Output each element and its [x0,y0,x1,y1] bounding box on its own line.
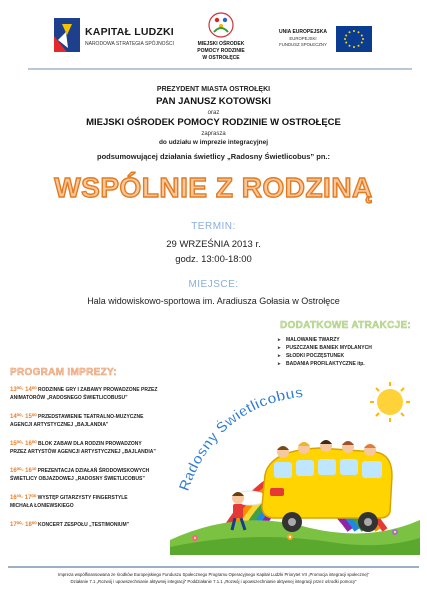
header-separator [28,68,412,70]
bus-icon [262,440,392,532]
attraction-item: ▸ PUSZCZANIE BANIEK MYDLANYCH [278,344,372,352]
event-title: WSPÓLNIE Z RODZINĄ [54,172,373,203]
program-time: 13⁰⁰- 14⁰⁰ [10,387,37,393]
attraction-item: ▸ BADANIA PROFILAKTYCZNE itp. [278,360,372,368]
bus-brand-text: Radosny Świetlicobus [175,384,305,494]
event-date: 29 WRZEŚNIA 2013 r. [166,239,261,250]
program-time: 14⁰⁰- 15⁰⁰ [10,414,37,420]
invitation-line-1: PREZYDENT MIASTA OSTROŁĘKI [156,86,271,93]
attractions-list [278,336,372,368]
event-venue: Hala widowiskowo-sportowa im. Aradiusza Gołasia w Ostrołęce [87,296,340,306]
termin-label: TERMIN: [191,221,236,232]
program-time: 16⁰⁰- 16³⁰ [10,468,37,474]
eu-subtitle-2: FUNDUSZ SPOŁECZNY [279,41,327,47]
program-desc-2: PRZEZ ARTYSTÓW AGENCJI ARTYSTYCZNEJ „BAJLANDIA” [10,449,156,455]
invitation-line-3: oraz [207,110,220,116]
eu-subtitle-1: EUROPEJSKI [289,36,317,41]
kapital-ludzki-subtitle: NARODOWA STRATEGIA SPÓJNOŚCI [85,41,174,47]
program-desc-2: AGENCJI ARTYSTYCZNEJ „BAJLANDIA” [10,422,109,428]
footer-separator [8,566,419,568]
invitation-line-2: PAN JANUSZ KOTOWSKI [156,96,271,107]
program-desc-2: ŚWIETLICY OBJAZDOWEJ „RADOSNY ŚWIETLICOBUS” [10,476,145,482]
mops-line-1: MIEJSKI OŚRODEK [197,41,245,47]
eu-logo [270,26,374,54]
mops-emblem-icon [208,12,234,40]
eu-flag-icon [336,26,372,52]
invitation-line-6: do udziału w imprezie integracyjnej [158,139,269,146]
kapital-ludzki-flag-icon [54,18,80,52]
kapital-ludzki-title: KAPITAŁ LUDZKI [85,26,174,38]
program-desc: PREZENTACJA DZIAŁAŃ ŚRODOWISKOWYCH [37,468,150,474]
program-desc: KONCERT ZESPOŁU „TESTIMONIUM” [38,522,130,528]
invitation-line-5: zaprasza [201,131,226,137]
attraction-item: ▸ MALOWANIE TWARZY [278,336,372,344]
footer-line-2: Działanie 7.1 „Rozwój i upowszechnianie aktywnej integracji” Poddziałanie 7.1.1 „Rozwój i upowszechnianie aktywnej integracji przez ośrodki pomocy” [70,578,357,584]
program-item [10,386,170,402]
eu-title: UNIA EUROPEJSKA [279,29,327,35]
program-desc: BLOK ZABAW DLA RODZIN PROWADZONY [38,441,142,447]
program-item [10,467,170,483]
program-title: PROGRAM IMPREZY: [10,367,117,378]
attraction-item: ▸ SŁODKI POCZĘSTUNEK [278,352,372,360]
program-item [10,413,170,429]
program-time: 16³⁰- 17⁰⁰ [10,495,37,501]
header [0,0,427,66]
sun-icon [370,382,410,422]
program-desc: WYSTĘP GITARZYSTY FINGERSTYLE [37,495,128,501]
invitation-line-7: podsumowującej działania świetlicy „Radosny Świetlicobus” pn.: [97,152,330,161]
program-desc: PRZEDSTAWIENIE TEATRALNO-MUZYCZNE [38,414,144,420]
program-desc: RODZINNE GRY I ZABAWY PROWADZONE PRZEZ [38,387,158,393]
attractions-title: DODATKOWE ATRAKCJE: [280,320,412,331]
program-item [10,494,170,510]
program-list [10,386,170,540]
footer [0,572,427,585]
kapital-ludzki-logo [54,18,184,58]
swietlicobus-illustration [170,380,420,555]
mops-logo [188,12,254,66]
program-item [10,521,170,529]
program-item [10,440,170,456]
event-hours: godz. 13:00-18:00 [175,254,252,265]
program-time: 15⁰⁰- 16⁰⁰ [10,441,37,447]
mops-line-2: POMOCY RODZINIE [197,48,245,54]
invitation-line-4: MIEJSKI OŚRODEK POMOCY RODZINIE W OSTROŁĘCE [86,117,341,128]
program-desc-2: MICHAŁA ŁONIEWSKIEGO [10,503,74,509]
footer-line-1: Impreza współfinansowana ze środków Europejskiego Funduszu Społecznego Programu Operacyjnego Kapitał Ludzki Priorytet VII „Promocja integracji społecznej” [58,572,369,577]
program-desc-2: ANIMATORÓW „RADOSNEGO ŚWIETLICOBUSU” [10,395,128,401]
mops-line-3: W OSTROŁĘCE [202,55,240,61]
program-time: 17⁰⁰- 18⁰⁰ [10,522,37,528]
miejsce-label: MIEJSCE: [188,279,239,290]
